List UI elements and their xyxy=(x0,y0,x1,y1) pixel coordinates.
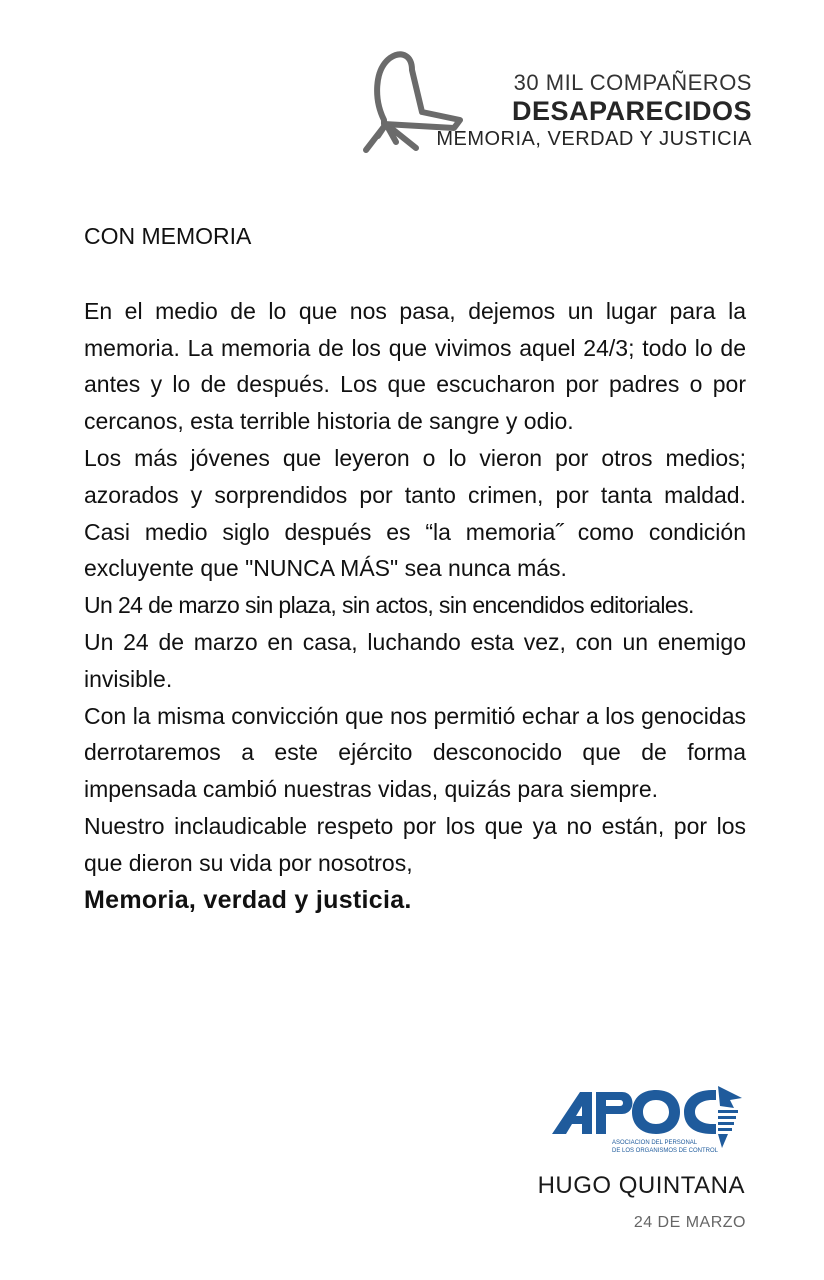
header-line-1: 30 MIL COMPAÑEROS xyxy=(513,70,752,95)
paragraph-3: Un 24 de marzo sin plaza, sin actos, sin encendidos editoriales. xyxy=(84,592,694,619)
tribute-paragraph: Nuestro inclaudicable respeto por los que ya no están, por los que dieron su vida por nosotros, xyxy=(84,812,746,876)
paragraph-4: Un 24 de marzo en casa, luchando esta vez, con un enemigo invisible. xyxy=(84,628,746,692)
header-line-2: DESAPARECIDOS xyxy=(511,96,752,126)
paragraph-5: Con la misma convicción que nos permitió echar a los genocidas derrotaremos a este ejército desconocido que de forma impensada cambió nuestras vidas, quizás para siempre. xyxy=(84,702,746,803)
letter-body xyxy=(84,218,746,918)
date: 24 DE MARZO xyxy=(633,1214,746,1231)
apoc-subtitle-1: ASOCIACION DEL PERSONAL xyxy=(612,1140,698,1146)
apoc-logo-text: APOC xyxy=(552,1084,555,1085)
signature: HUGO QUINTANA xyxy=(537,1172,745,1199)
letter-title: CON MEMORIA xyxy=(84,223,252,249)
apoc-subtitle-2: DE LOS ORGANISMOS DE CONTROL xyxy=(612,1148,719,1154)
paragraph-1: En el medio de lo que nos pasa, dejemos un lugar para la memoria. La memoria de los que vivimos aquel 24/3; todo lo de antes y lo de después. Los que escucharon por padres o por cercanos, esta terrible historia de sangre y odio. xyxy=(84,297,746,435)
header xyxy=(356,50,752,160)
header-text xyxy=(436,70,752,152)
apoc-logo xyxy=(552,1084,742,1164)
header-line-3: MEMORIA, VERDAD Y JUSTICIA xyxy=(436,128,752,150)
paragraph-2: Los más jóvenes que leyeron o lo vieron por otros medios; azorados y sorprendidos por tanto crimen, por tanta maldad. Casi medio siglo después es “la memoria˝ como condición excluyente que "NUNCA MÁS" sea nunca más. xyxy=(84,444,746,582)
closing-line: Memoria, verdad y justicia. xyxy=(84,885,412,914)
